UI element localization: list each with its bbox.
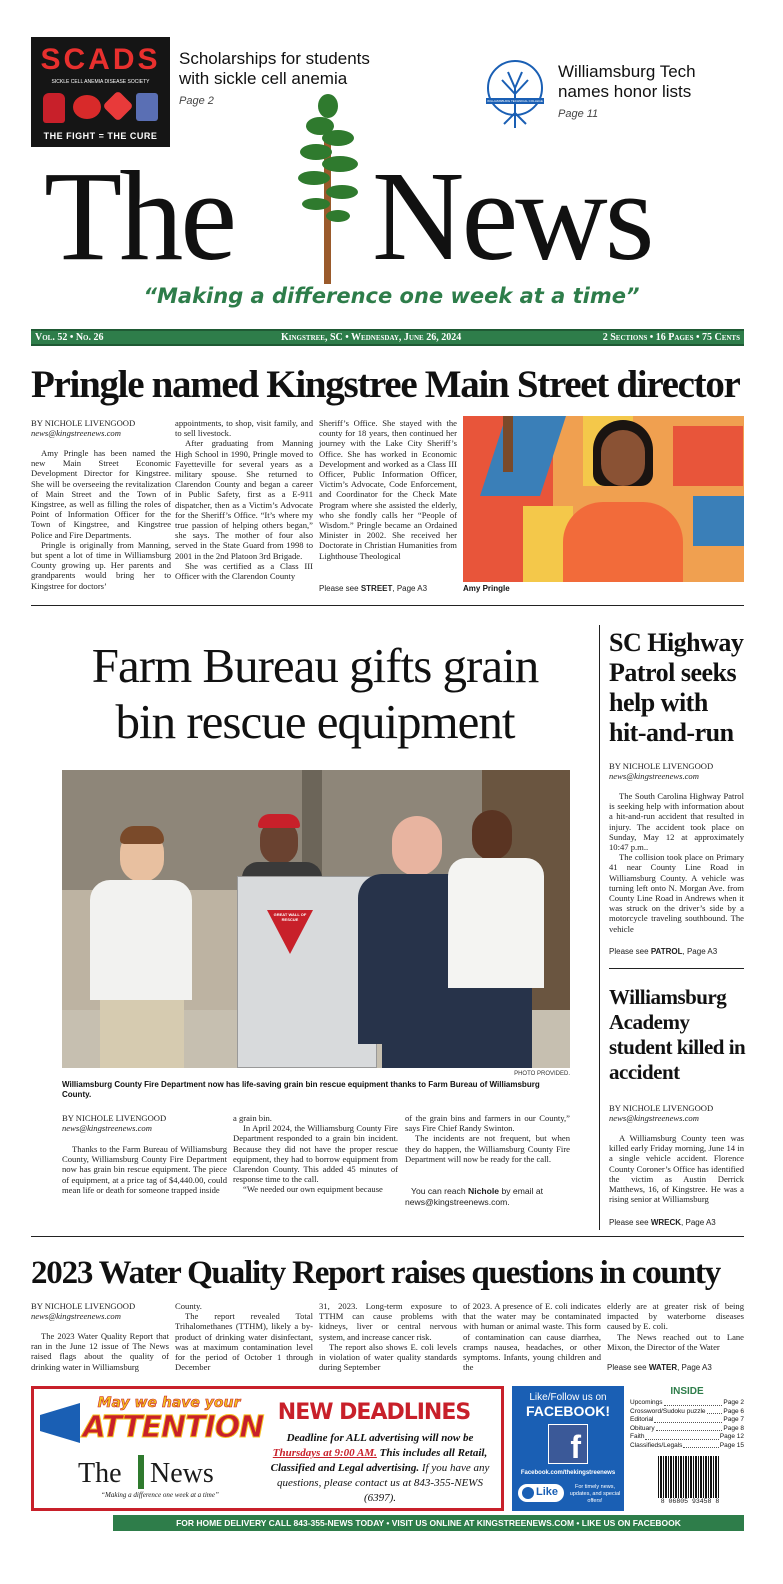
footer-bar	[113, 1515, 744, 1531]
story2-column-1	[62, 1144, 227, 1195]
inside-item-page: Page 12	[719, 1433, 744, 1440]
like-label: Like	[536, 1486, 559, 1498]
story4-email[interactable]: news@kingstreenews.com	[609, 1113, 699, 1123]
paragraph: She was certified as a Class III Officer with the Clarendon County	[175, 560, 313, 582]
story1-column-3	[319, 418, 457, 561]
inside-item-name: Upcomings	[630, 1399, 663, 1406]
story4-jump[interactable]	[609, 1218, 716, 1227]
jump-key: WATER	[648, 1363, 678, 1372]
photo-credit: PHOTO PROVIDED.	[514, 1071, 570, 1077]
grain-bin-rescue-photo	[62, 770, 570, 1068]
dateline-bar	[31, 329, 744, 346]
man-1	[64, 830, 204, 1068]
jump-suffix: , Page A3	[392, 584, 428, 593]
story2-author: BY NICHOLE LIVENGOOD	[62, 1113, 167, 1123]
jump-key: PATROL	[650, 947, 683, 956]
deadline-line2: This includes all Retail, Classified and Legal advertising.	[270, 1447, 488, 1474]
story5-column-1	[31, 1331, 169, 1372]
rescue-sign-text: GREAT WALL OF RESCUE	[273, 912, 307, 922]
jump-prefix: Please see	[609, 1218, 651, 1227]
facebook-note: For timely news, updates, and special offers!	[569, 1484, 621, 1504]
story3-author: BY NICHOLE LIVENGOOD	[609, 761, 714, 771]
paragraph: The report also shows E. coli levels in violation of water quality standards during September	[319, 1341, 457, 1373]
inside-item[interactable]	[630, 1425, 744, 1434]
sections-price: 2 Sections • 16 Pages • 75 Cents	[602, 332, 740, 343]
inside-item-name: Editorial	[630, 1416, 654, 1423]
contact-email[interactable]: news@kingstreenews.com.	[405, 1197, 510, 1207]
inside-title: INSIDE	[670, 1386, 704, 1397]
barcode-number: 8 06805 93458 8	[660, 1498, 720, 1505]
divider-2	[31, 1236, 744, 1237]
inside-item-name: Classifieds/Legals	[630, 1441, 683, 1449]
sidebar-rule	[609, 968, 744, 969]
inside-item-leader	[656, 1425, 723, 1432]
inside-item-leader	[707, 1408, 723, 1415]
jump-suffix: , Page A3	[677, 1363, 712, 1372]
paragraph: “We needed our own equipment because	[243, 1184, 383, 1195]
jump-suffix: , Page A3	[682, 947, 718, 956]
jump-prefix: Please see	[319, 584, 361, 593]
story5-author: BY NICHOLE LIVENGOOD	[31, 1301, 136, 1311]
story5-email[interactable]: news@kingstreenews.com	[31, 1311, 121, 1321]
like-button[interactable]	[518, 1484, 564, 1502]
paragraph: The collision took place on Primary 41 near County Line Road in Williamsburg County. A vehicle was turning left onto N. Morgan Ave. from County Line Road in Andrews when it was struck on the driver’s side by a motorcycle traveling southbound. The vehicle	[609, 852, 744, 934]
story2-byline	[62, 1113, 227, 1133]
ad-logo-right: News	[150, 1458, 214, 1489]
paragraph: of the grain bins and farmers in our County,” says Fire Chief Randy Swinton.	[405, 1113, 570, 1134]
story1-column-1	[31, 448, 171, 591]
paragraph: The report revealed Total Trihalomethanes (TTHM), likely a by-product of drinking water disinfectant, was at maximum contamination level for the period of October 1 through December	[175, 1311, 313, 1373]
deadline-line1: Deadline for ALL advertising will now be	[286, 1432, 474, 1444]
inside-item-page: Page 8	[723, 1424, 744, 1432]
jump-key: STREET	[360, 584, 393, 593]
facebook-box[interactable]	[512, 1386, 624, 1511]
inside-item-page: Page 15	[719, 1441, 744, 1449]
story2-headline-line1: Farm Bureau gifts grain	[91, 638, 539, 693]
story3-body	[609, 791, 744, 934]
ad-logo-slogan: “Making a difference one week at a time”	[101, 1491, 219, 1499]
story5-jump[interactable]	[607, 1363, 712, 1372]
story2-column-2	[233, 1113, 398, 1195]
inside-item-name: Crossword/Sudoku puzzle	[630, 1407, 706, 1415]
deadline-title: NEW DEADLINES	[277, 1400, 471, 1425]
story5-column-4	[463, 1301, 601, 1372]
story4-byline	[609, 1103, 744, 1123]
story5-column-3	[319, 1301, 457, 1372]
inside-item[interactable]	[630, 1416, 744, 1425]
deadlines-ad[interactable]	[31, 1386, 504, 1511]
masthead-title-left: The	[44, 145, 234, 287]
story5-column-5	[607, 1301, 744, 1352]
paragraph: The 2023 Water Quality Report that ran in the June 12 issue of The News raised flags about the quality of drinking water in Williamsburg	[31, 1331, 169, 1372]
inside-item-leader	[654, 1416, 722, 1423]
paragraph: After graduating from Manning High School in 1990, Pringle moved to Fayetteville for several years as a military spouse. She returned to Clarendon County and began a career in Public Safety, first as a E-911 dispatcher, then as a Victim’s Advocate for the Sheriff’s Office. “It’s where my true passion of helping others began,” she says. The mother of four also served in the State Guard from 1998 to 2001 in the 2nd Platoon 3rd Brigade.	[175, 438, 313, 561]
contact-suffix: by email at	[499, 1186, 544, 1196]
jump-suffix: , Page A3	[681, 1218, 716, 1227]
story3-jump[interactable]	[609, 947, 717, 956]
paragraph: The incidents are not frequent, but when they do happen, the Williamsburg County Fire Department will now be ready for the call.	[405, 1133, 570, 1164]
paragraph: The News reached out to Lane Mixon, the Director of the Water	[607, 1331, 744, 1352]
story1-photo-caption: Amy Pringle	[463, 584, 510, 593]
deadline-body	[262, 1431, 498, 1506]
dateline: Kingstree, SC • Wednesday, June 26, 2024	[281, 332, 462, 343]
contact-name: Nichole	[468, 1186, 500, 1196]
story2-photo-caption: Williamsburg County Fire Department now has life-saving grain bin rescue equipment thanks to Farm Bureau of Williamsburg County.	[62, 1080, 540, 1099]
story2-headline[interactable]	[31, 638, 599, 750]
attention-top: May we have your	[97, 1395, 241, 1411]
story4-headline[interactable]: Williamsburg Academy student killed in accident	[609, 985, 746, 1084]
person-face	[601, 430, 645, 486]
inside-list	[630, 1399, 744, 1450]
volume-number: Vol. 52 • No. 26	[35, 332, 104, 343]
inside-item-page: Page 6	[723, 1407, 744, 1415]
paragraph: Sheriff’s Office. She stayed with the county for 18 years, then continued her journey with the Lake City Sheriff’s Office. She has worked in Economic Development and worked as a Class III Officer, Public Information Officer, Victim’s Advocate, Code Enforcement, and Coordinator for the Check Mate Program where she assisted the elderly, who she fondly calls her “People of Wisdom.” Pringle became an Ordained Minister in 2002. She received her Doctorate in Christian Humanities from Lighthouse Theological	[319, 418, 457, 561]
paragraph: Amy Pringle has been named the new Main Street Economic Development Director for Kingstree. She will be overseeing the revitalization of Main Street and the Town of Kingstree, as well as filling the roles of Point of Information Officer for the Town of Kingstree, and Kingstree Police and Fire Departments.	[31, 448, 171, 540]
jump-prefix: Please see	[609, 947, 651, 956]
masthead-slogan: “Making a difference one week at a time”	[143, 284, 640, 308]
paragraph: County.	[175, 1301, 202, 1311]
ad-logo-tree-icon	[138, 1455, 144, 1489]
story1-headline[interactable]: Pringle named Kingstree Main Street director	[31, 363, 740, 406]
amy-pringle-photo	[463, 416, 744, 582]
paragraph: In April 2024, the Williamsburg County Fire Department responded to a grain bin incident. Because they did not have the proper rescue equipment, they had to borrow equipment from Clarendon County. This added 45 minutes of response time to the call.	[233, 1123, 398, 1185]
inside-item-leader	[683, 1442, 718, 1449]
pine-tree-icon	[292, 92, 364, 284]
story2-email[interactable]: news@kingstreenews.com	[62, 1123, 152, 1133]
story3-headline[interactable]: SC Highway Patrol seeks help with hit-and-run	[609, 628, 744, 747]
barcode	[658, 1456, 720, 1498]
deadline-time: Thursdays at 9:00 AM.	[272, 1447, 377, 1459]
story5-column-2	[175, 1301, 313, 1372]
paragraph: Thanks to the Farm Bureau of Williamsburg County, Williamsburg County Fire Department now has grain bin rescue equipment. The piece of equipment, at a price tag of $4,440.00, could mean life or death for someone trapped inside	[62, 1144, 227, 1195]
teaser-wtc-page: Page 11	[558, 108, 599, 120]
paragraph: a grain bin.	[233, 1113, 272, 1123]
story5-headline[interactable]: 2023 Water Quality Report raises questions in county	[31, 1255, 720, 1291]
wtc-logo-text: WILLIAMSBURG TECHNICAL COLLEGE	[487, 99, 543, 103]
paragraph: appointments, to shop, visit family, and to sell livestock.	[175, 418, 313, 439]
inside-item[interactable]	[630, 1399, 744, 1408]
jump-key: WRECK	[650, 1218, 682, 1227]
scads-logo-title: SCADS	[40, 43, 161, 76]
inside-item-page: Page 7	[723, 1416, 744, 1423]
inside-item[interactable]	[630, 1433, 744, 1442]
footer-text[interactable]: FOR HOME DELIVERY CALL 843-355-NEWS TODAY • VISIT US ONLINE AT KINGSTREENEWS.COM • LIKE US ON FACEBOOK	[176, 1518, 681, 1528]
paragraph: Pringle is originally from Manning, but spent a lot of time in Williamsburg County growing up. Her parents and grandparents would bring her to Kingstree for doctors’	[31, 539, 171, 591]
masthead	[0, 90, 783, 320]
story1-author: BY NICHOLE LIVENGOOD	[31, 418, 136, 428]
story1-column-2	[175, 418, 313, 581]
paragraph: 31, 2023. Long-term exposure to TTHM can cause problems with kidneys, liver or central nervous system, and increase cancer risk.	[319, 1301, 457, 1342]
story1-email[interactable]: news@kingstreenews.com	[31, 428, 121, 438]
paragraph: elderly are at greater risk of being impacted by waterborne diseases caused by E. coli.	[607, 1301, 744, 1332]
inside-item-name: Faith	[630, 1433, 645, 1440]
contact-prefix: You can reach	[411, 1186, 469, 1196]
teaser-scads-headline: Scholarships for students with sickle cell anemia	[179, 49, 370, 88]
thumbs-up-icon	[522, 1487, 534, 1499]
ad-logo-left: The	[78, 1458, 122, 1489]
paragraph: A Williamsburg County teen was killed early Friday morning, June 14 in a single vehicle accident. Florence County Coroner’s Office has identified the victim as Austin Derrick Matthews, 16, of Kingstree. He was a rising senior at Williamsburg	[609, 1133, 744, 1205]
scads-logo-tagline: THE FIGHT = THE CURE	[43, 131, 158, 141]
story2-column-3	[405, 1113, 570, 1164]
inside-item-leader	[645, 1433, 718, 1440]
jump-prefix: Please see	[607, 1363, 649, 1372]
inside-item[interactable]	[630, 1442, 744, 1451]
story2-contact	[405, 1186, 570, 1208]
teaser-wtc-headline: Williamsburg Tech names honor lists	[558, 62, 696, 101]
story3-byline	[609, 761, 744, 781]
person-top	[563, 502, 683, 582]
paragraph: of 2023. A presence of E. coli indicates that the water may be contaminated with human or animal waste. This form of contamination can cause diarrhea, cramps nausea, headaches, or other symptoms. Infants, young children and the	[463, 1301, 601, 1373]
man-4	[442, 810, 552, 1068]
ad-logo	[70, 1459, 250, 1507]
scads-logo-subtitle: SICKLE CELL ANEMIA DISEASE SOCIETY	[51, 79, 150, 85]
inside-box	[630, 1386, 744, 1511]
facebook-line2: FACEBOOK!	[526, 1403, 610, 1419]
facebook-url[interactable]: Facebook.com/thekingstreenews	[520, 1470, 616, 1476]
story1-jump[interactable]	[319, 584, 427, 593]
story5-byline	[31, 1301, 169, 1321]
paragraph: The South Carolina Highway Patrol is seeking help with information about a hit-and-run accident that resulted in injury. The accident took place on Sunday, May 12 at approximately 10:47 p.m..	[609, 791, 744, 853]
story4-author: BY NICHOLE LIVENGOOD	[609, 1103, 714, 1113]
masthead-title-right: News	[372, 145, 652, 287]
inside-item-name: Obituary	[630, 1424, 655, 1432]
story4-body	[609, 1133, 744, 1204]
inside-item-page: Page 2	[723, 1399, 744, 1406]
sidebar-divider	[599, 625, 600, 1230]
story2-headline-line2: bin rescue equipment	[115, 694, 515, 749]
divider-1	[31, 605, 744, 606]
inside-item[interactable]	[630, 1408, 744, 1417]
attention-main: ATTENTION	[82, 1410, 264, 1445]
inside-item-leader	[664, 1399, 723, 1406]
teaser-scads-page: Page 2	[179, 95, 214, 107]
facebook-icon: f	[548, 1424, 588, 1464]
story1-byline	[31, 418, 171, 438]
facebook-line1: Like/Follow us on	[529, 1392, 607, 1403]
story3-email[interactable]: news@kingstreenews.com	[609, 771, 699, 781]
deadline-line3: If you have any questions, please contact us at 843-355-NEWS (6397).	[277, 1462, 490, 1504]
